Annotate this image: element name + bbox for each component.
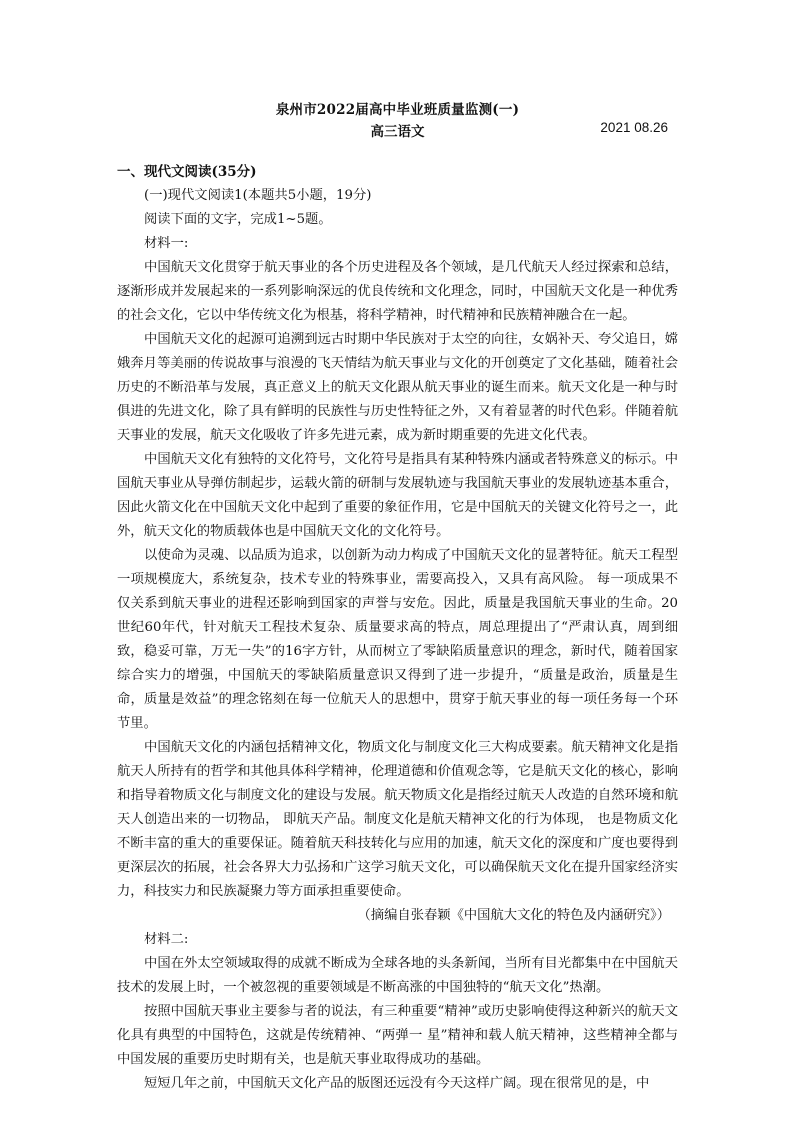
material-one-label: 材料一:: [144, 236, 189, 251]
material-two-paragraph: 中国在外太空领域取得的成就不断成为全球各地的头条新闻，当所有目光都集中在中国航天技术的发展上时，一个被忽视的重要领域是不断高涨的中国独特的“航天文化”热潮。: [117, 956, 678, 995]
exam-header: [117, 98, 678, 146]
section-heading: 一、现代文阅读(35分): [117, 164, 257, 180]
material-one-paragraph: 中国航天文化有独特的文化符号，文化符号是指具有某种特殊内涵或者特殊意义的标示。中国航天事业从导弹仿制起步，运载火箭的研制与发展轨迹与我国航天事业的发展轨迹基本重合，因此火箭文化在中国航天文化中起到了重要的象征作用，它是中国航天的关键文化符号之一，此外，航天文化的物质载体也是中国航天文化的文化符号。: [117, 452, 678, 539]
material-one-source: （摘编自张春颖《中国航大文化的特色及内涵研究》）: [357, 908, 670, 923]
sub-section-heading: (一)现代文阅读1(本题共5小题，19分): [144, 188, 372, 203]
exam-page: [117, 98, 678, 1096]
material-one-paragraph: 以使命为灵魂、以品质为追求，以创新为动力构成了中国航天文化的显著特征。航天工程型一项规模庞大，系统复杂，技术专业的特殊事业，需要高投入，又具有高风险。 每一项成果不仅关系到航天事业的进程还影响到国家的声誉与安危。因此，质量是我国航天事业的生命。20世纪60年代，针对航天工程技术复杂、质量要求高的特点，周总理提出了“严肃认真，周到细致，稳妥可靠，万无一失”的16字方针，从而树立了零缺陷质量意识的理念，新时代，随着国家综合实力的增强，中国航天的零缺陷质量意识又得到了进一步提升，“质量是政治，质量是生命，质量是效益”的理念铭刻在每一位航天人的思想中，贯穿于航天事业的每一项任务每一个环节里。: [117, 548, 678, 731]
material-one-paragraph: 中国航天文化贯穿于航天事业的各个历史进程及各个领域，是几代航天人经过探索和总结，逐渐形成并发展起来的一系列影响深远的优良传统和文化理念，同时，中国航天文化是一种优秀的社会文化，它以中华传统文化为根基，将科学精神，时代精神和民族精神融合在一起。: [117, 260, 678, 323]
material-one-paragraph: 中国航天文化的起源可追溯到远古时期中华民族对于太空的向往，女娲补天、夸父追日，嫦娥奔月等美丽的传说故事与浪漫的飞天情结为航天事业与文化的开创奠定了文化基础，随着社会历史的不断沿革与发展，真正意义上的航天文化跟从航天事业的诞生而来。航天文化是一种与时俱进的先进文化，除了具有鲜明的民族性与历史性特征之外，又有着显著的时代色彩。伴随着航天事业的发展，航天文化吸收了许多先进元素，成为新时期重要的先进文化代表。: [117, 332, 678, 443]
material-two-label: 材料二:: [144, 932, 189, 947]
exam-subject: 高三语文: [370, 124, 425, 140]
material-two-paragraph: 按照中国航天事业主要参与者的说法，有三种重要“精神”或历史影响使得这种新兴的航天文化具有典型的中国特色，这就是传统精神、“两弹一 星”精神和载人航天精神，这些精神全都与中国发展的重要历史时期有关，也是航天事业取得成功的基础。: [117, 1004, 678, 1067]
reading-instruction: 阅读下面的文字，完成1~5题。: [144, 212, 332, 227]
exam-date: 2021 08.26: [600, 120, 668, 135]
exam-title: 泉州市2022届高中毕业班质量监测(一): [275, 102, 520, 118]
material-one-paragraph: 中国航天文化的内涵包括精神文化，物质文化与制度文化三大构成要素。航天精神文化是指航天人所持有的哲学和其他具体科学精神，伦理道德和价值观念等，它是航天文化的核心，影响和指导着物质文化与制度文化的建设与发展。航天物质文化是指经过航天人改造的自然环境和航天人创造出来的一切物品， 即航天产品。制度文化是航天精神文化的行为体现， 也是物质文化不断丰富的重大的重要保证。随着航天科技转化与应用的加速，航天文化的深度和广度也要得到更深层次的拓展，社会各界大力弘扬和广这学习航天文化，可以确保航天文化在提升国家经济实力，科技实力和民族凝聚力等方面承担重要使命。: [117, 740, 678, 899]
material-two-paragraph: 短短几年之前，中国航天文化产品的版图还远没有今天这样广阔。现在很常见的是，中: [144, 1076, 650, 1091]
